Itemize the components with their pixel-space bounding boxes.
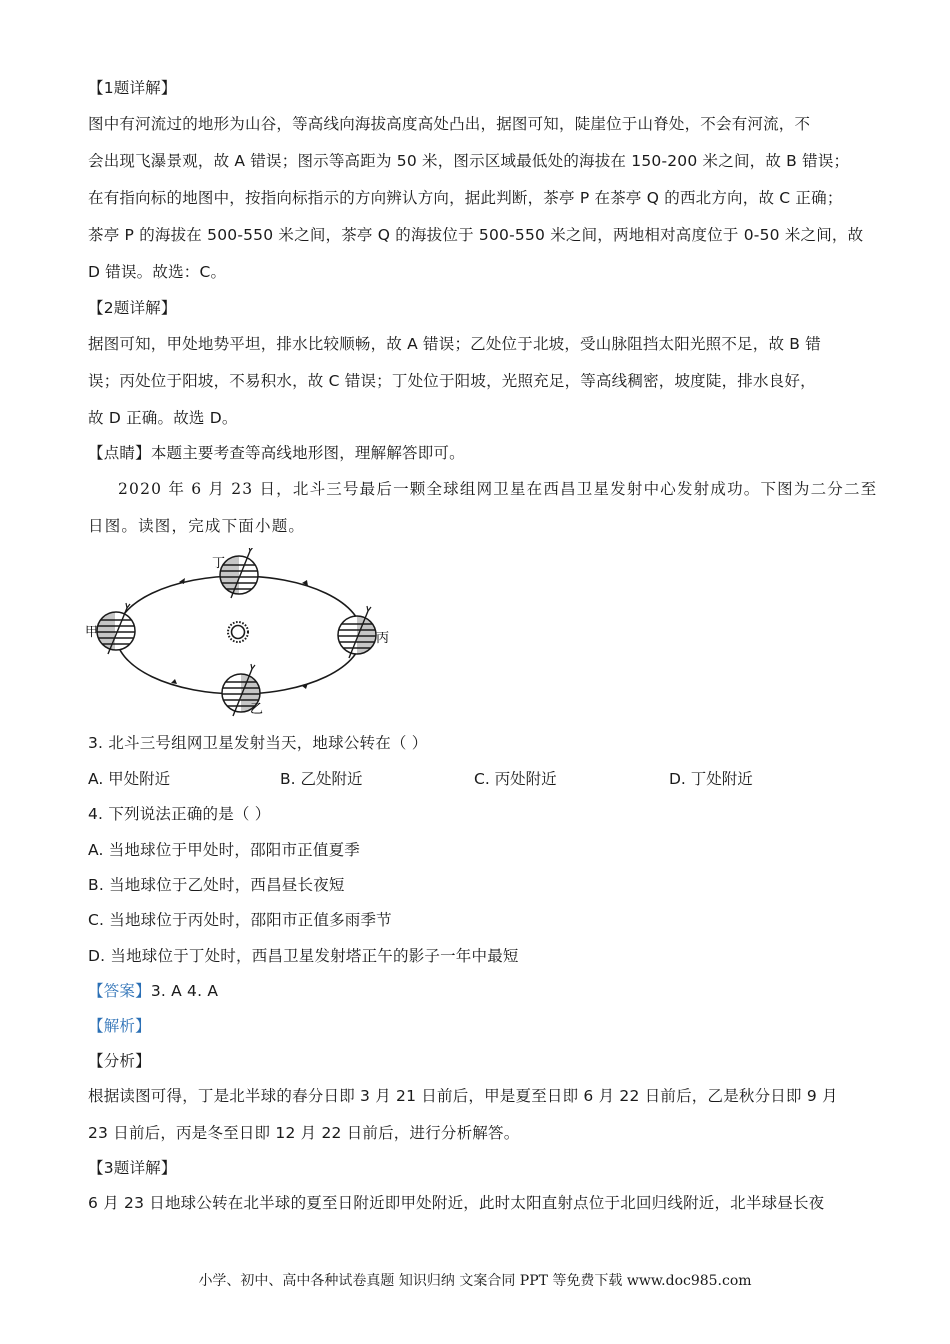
label-jia: 甲 bbox=[85, 625, 99, 640]
sun-icon bbox=[228, 622, 248, 642]
section-1-line-4: 茶亭 P 的海拔在 500-550 米之间，茶亭 Q 的海拔位于 500-550 米之间，两地相对高度位于 0-50 米之间，故 bbox=[88, 226, 864, 244]
orbit-arrow-bottom-left bbox=[171, 679, 177, 684]
answer-paragraph bbox=[88, 981, 218, 1001]
question-3-stem: 3. 北斗三号组网卫星发射当天，地球公转在（ ） bbox=[88, 734, 428, 752]
label-bing: 丙 bbox=[376, 631, 390, 646]
page-footer: 小学、初中、高中各种试卷真题 知识归纳 文案合同 PPT 等免费下载 www.doc985.com bbox=[198, 1273, 752, 1289]
section-1-heading: 【1题详解】 bbox=[88, 79, 177, 97]
earth-bing bbox=[336, 606, 379, 658]
q3-option-b: B. 乙处附近 bbox=[280, 770, 363, 788]
section-3-heading: 【3题详解】 bbox=[88, 1159, 177, 1177]
section-1-line-3: 在有指向标的地图中，按指向标指示的方向辨认方向，据此判断，茶亭 P 在茶亭 Q 的西北方向，故 C 正确； bbox=[88, 189, 843, 207]
fenxi-line-2: 23 日前后，丙是冬至日即 12 月 22 日前后，进行分析解答。 bbox=[88, 1124, 520, 1142]
jiexi-label: 【解析】 bbox=[88, 1017, 151, 1035]
section-2-line-3: 故 D 正确。故选 D。 bbox=[88, 409, 238, 427]
section-1-line-5: D 错误。故选：C。 bbox=[88, 263, 227, 281]
section-2-line-2: 误；丙处位于阳坡，不易积水，故 C 错误；丁处位于阳坡，光照充足，等高线稠密，坡度陡，排水良好， bbox=[88, 372, 816, 390]
section-2-heading: 【2题详解】 bbox=[88, 299, 177, 317]
section-1-line-2: 会出现飞瀑景观，故 A 错误；图示等高距为 50 米，图示区域最低处的海拔在 150-200 米之间，故 B 错误； bbox=[88, 152, 850, 170]
fenxi-heading: 【分析】 bbox=[88, 1052, 151, 1070]
q4-option-b: B. 当地球位于乙处时，西昌昼长夜短 bbox=[88, 876, 345, 894]
dianjing-paragraph bbox=[88, 443, 465, 463]
intro-line-1: 2020 年 6 月 23 日，北斗三号最后一颗全球组网卫星在西昌卫星发射中心发射成功。下图为二分二至 bbox=[118, 480, 878, 498]
dianjing-text: 本题主要考查等高线地形图，理解解答即可。 bbox=[150, 444, 465, 462]
label-yi: 乙 bbox=[250, 702, 264, 717]
q4-option-a: A. 当地球位于甲处时，邵阳市正值夏季 bbox=[88, 841, 360, 859]
q4-option-d: D. 当地球位于丁处时，西昌卫星发射塔正午的影子一年中最短 bbox=[88, 947, 519, 965]
fenxi-line-1: 根据读图可得，丁是北半球的春分日即 3 月 21 日前后，甲是夏至日即 6 月 22 日前后，乙是秋分日即 9 月 bbox=[88, 1087, 838, 1105]
earth-jia bbox=[95, 603, 137, 654]
intro-line-2: 日图。读图，完成下面小题。 bbox=[88, 517, 306, 535]
q4-option-c: C. 当地球位于丙处时，邵阳市正值多雨季节 bbox=[88, 911, 392, 929]
orbit-diagram bbox=[84, 548, 404, 718]
label-ding: 丁 bbox=[212, 556, 226, 571]
question-4-stem: 4. 下列说法正确的是（ ） bbox=[88, 805, 271, 823]
q3-option-c: C. 丙处附近 bbox=[474, 770, 557, 788]
q3-option-a: A. 甲处附近 bbox=[88, 770, 171, 788]
section-3-line-1: 6 月 23 日地球公转在北半球的夏至日附近即甲处附近，此时太阳直射点位于北回归线附近，北半球昼长夜 bbox=[88, 1194, 825, 1212]
section-1-line-1: 图中有河流过的地形为山谷，等高线向海拔高度高处凸出，据图可知，陡崖位于山脊处，不会有河流，不 bbox=[88, 115, 811, 133]
q3-option-d: D. 丁处附近 bbox=[669, 770, 753, 788]
answer-text: 3. A 4. A bbox=[150, 982, 219, 1000]
orbit-arrow-bottom-right bbox=[302, 683, 308, 689]
section-2-line-1: 据图可知，甲处地势平坦，排水比较顺畅，故 A 错误；乙处位于北坡，受山脉阻挡太阳光照不足，故 B 错 bbox=[88, 335, 821, 353]
answer-label: 【答案】 bbox=[88, 982, 151, 1000]
dianjing-label: 【点睛】 bbox=[88, 444, 151, 462]
